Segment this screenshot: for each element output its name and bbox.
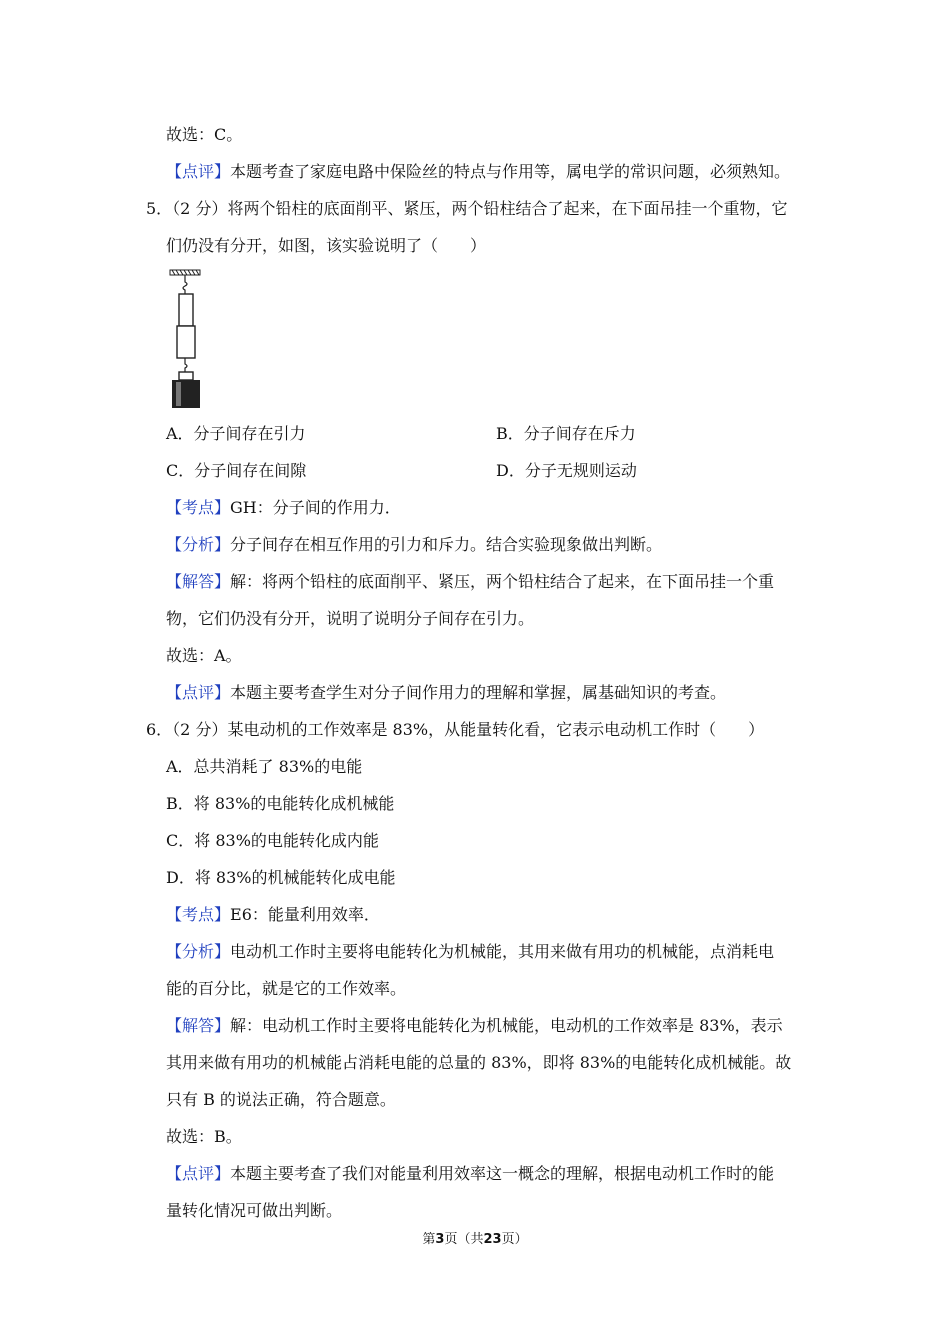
solution-tag: 【解答】 — [166, 572, 231, 591]
page-number: 3 — [435, 1232, 445, 1247]
solution-text: 解：电动机工作时主要将电能转化为机械能，电动机的工作效率是 83%，表示 — [230, 1016, 783, 1035]
knowledge-tag: 【考点】 — [166, 905, 231, 924]
question-5-stem: 5．（2 分）将两个铅柱的底面削平、紧压，两个铅柱结合了起来，在下面吊挂一个重物，它 — [146, 199, 788, 218]
analysis-text: 电动机工作时主要将电能转化为机械能，其用来做有用功的机械能，点消耗电 — [230, 942, 775, 961]
q5-solution-cont: 物，它们仍没有分开，说明了说明分子间存在引力。 — [166, 609, 535, 628]
answer-choice: 故选：C。 — [166, 125, 243, 144]
analysis-text: 分子间存在相互作用的引力和斥力。结合实验现象做出判断。 — [230, 535, 663, 554]
q5-answer-choice: 故选：A。 — [166, 646, 242, 665]
q6-knowledge-point — [166, 904, 380, 926]
comment-tag: 【点评】 — [166, 162, 231, 181]
q6-solution-cont2: 只有 B 的说法正确，符合题意。 — [166, 1090, 396, 1109]
comment-tag: 【点评】 — [166, 683, 231, 702]
q6-option-d: D．将 83%的机械能转化成电能 — [166, 868, 396, 887]
footer-pre: 第 — [422, 1232, 436, 1247]
analysis-tag: 【分析】 — [166, 535, 231, 554]
option-d: D．分子无规则运动 — [496, 461, 637, 480]
q6-solution-cont: 其用来做有用功的机械能占消耗电能的总量的 83%，即将 83%的电能转化成机械能。故 — [166, 1053, 792, 1072]
solution-text: 解：将两个铅柱的底面削平、紧压，两个铅柱结合了起来，在下面吊挂一个重 — [230, 572, 775, 591]
footer-mid: 页（共 — [444, 1232, 484, 1247]
question-6-stem: 6．（2 分）某电动机的工作效率是 83%，从能量转化看，它表示电动机工作时（ ） — [146, 720, 765, 739]
q6-comment — [166, 1163, 774, 1185]
q5-comment — [166, 682, 726, 704]
q6-analysis — [166, 941, 774, 963]
q5-solution — [166, 571, 774, 593]
knowledge-text: GH：分子间的作用力． — [230, 498, 401, 517]
q5-knowledge-point — [166, 497, 401, 519]
solution-tag: 【解答】 — [166, 1016, 231, 1035]
page-footer — [0, 1228, 950, 1247]
q6-option-a: A．总共消耗了 83%的电能 — [166, 757, 363, 776]
q6-solution — [166, 1015, 783, 1037]
analysis-tag: 【分析】 — [166, 942, 231, 961]
option-c: C．分子间存在间隙 — [166, 461, 307, 480]
q6-option-c: C．将 83%的电能转化成内能 — [166, 831, 379, 850]
knowledge-text: E6：能量利用效率． — [230, 905, 380, 924]
q6-analysis-cont: 能的百分比，就是它的工作效率。 — [166, 979, 407, 998]
q5-analysis — [166, 534, 662, 556]
comment-text: 本题主要考查学生对分子间作用力的理解和掌握，属基础知识的考查。 — [230, 683, 727, 702]
comment-line — [166, 161, 790, 183]
q6-answer-choice: 故选：B。 — [166, 1127, 242, 1146]
q6-comment-cont: 量转化情况可做出判断。 — [166, 1201, 343, 1220]
question-5-stem-cont: 们仍没有分开，如图，该实验说明了（ ） — [166, 236, 487, 255]
comment-text: 本题主要考查了我们对能量利用效率这一概念的理解，根据电动机工作时的能 — [230, 1164, 775, 1183]
page-total: 23 — [483, 1232, 502, 1247]
option-a: A．分子间存在引力 — [166, 424, 306, 443]
comment-tag: 【点评】 — [166, 1164, 231, 1183]
comment-text: 本题考查了家庭电路中保险丝的特点与作用等，属电学的常识问题，必须熟知。 — [230, 162, 791, 181]
knowledge-tag: 【考点】 — [166, 498, 231, 517]
option-b: B．分子间存在斥力 — [496, 424, 636, 443]
lead-cylinders-figure — [166, 268, 206, 412]
footer-post: 页） — [501, 1232, 528, 1247]
q6-option-b: B．将 83%的电能转化成机械能 — [166, 794, 395, 813]
